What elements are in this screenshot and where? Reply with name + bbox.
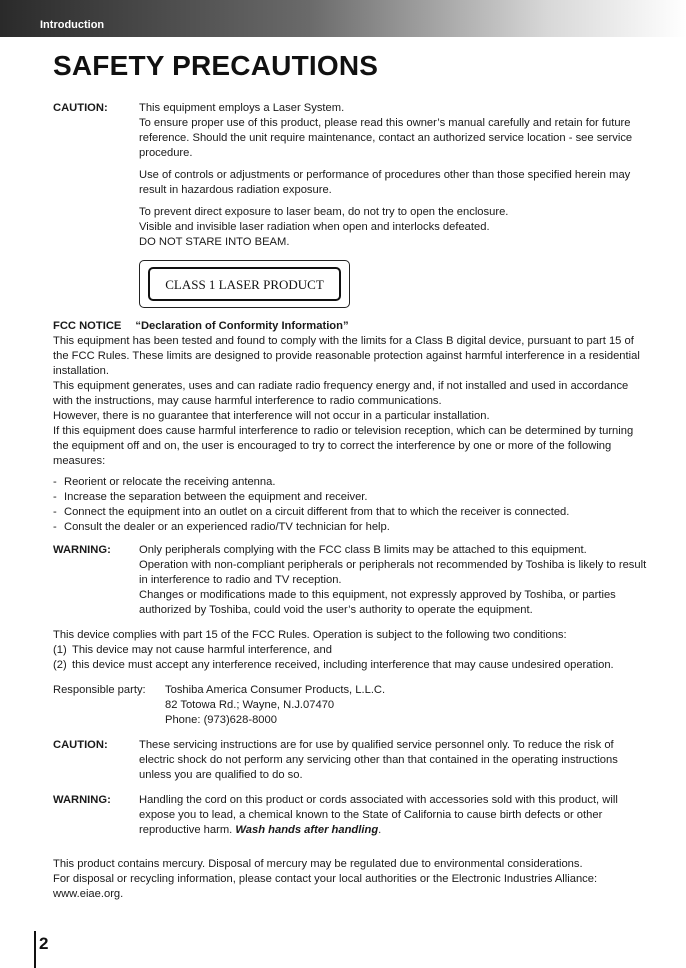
list-item: - Increase the separation between the equipment and receiver. — [53, 490, 649, 505]
caution-line: To prevent direct exposure to laser beam, do not try to open the enclosure. — [139, 206, 509, 218]
fcc-paragraph: However, there is no guarantee that interference will not occur in a particular installation. — [53, 410, 490, 422]
address-line: Toshiba America Consumer Products, L.L.C. — [165, 684, 386, 696]
condition-number: (2) — [53, 659, 67, 671]
list-item: - Reorient or relocate the receiving antenna. — [53, 475, 649, 490]
responsible-party-address — [165, 683, 385, 728]
caution-laser-block — [53, 101, 649, 250]
warning-lead-block — [53, 793, 649, 838]
page-number-rule — [34, 931, 36, 968]
fcc-heading — [53, 319, 649, 334]
condition-number: (1) — [53, 644, 67, 656]
page-title: SAFETY PRECAUTIONS — [53, 50, 379, 81]
caution-text — [139, 101, 649, 250]
list-item — [53, 643, 649, 658]
address-line: 82 Totowa Rd.; Wayne, N.J.07470 — [165, 699, 335, 711]
warning-line: Changes or modifications made to this equipment, not expressly approved by Toshiba, or parties authorized by Toshiba, could void the user’s authority to operate the equipment. — [139, 589, 616, 616]
caution-controls-text: Use of controls or adjustments or performance of procedures other than those specified herein may result in hazardous radiation exposure. — [139, 169, 631, 196]
fcc-paragraph: This equipment generates, uses and can radiate radio frequency energy and, if not installed and used in accordance with the instructions, may cause harmful interference to radio communications. — [53, 380, 629, 407]
warning-lead-body: Handling the cord on this product or cords associated with accessories sold with this product, will expose you to lead, a chemical known to the State of California to cause birth defects or other reproductive harm. — [139, 794, 618, 836]
wash-hands-emphasis: Wash hands after handling — [235, 824, 379, 836]
list-item: - Connect the equipment into an outlet on a circuit different from that to which the receiver is connected. — [53, 505, 649, 520]
caution-servicing-block — [53, 738, 649, 783]
responsible-party-block — [53, 683, 649, 728]
warning-lead-text — [139, 793, 649, 838]
mercury-line: For disposal or recycling information, please contact your local authorities or the Electronic Industries Alliance: www.eiae.org. — [53, 873, 598, 900]
fcc-declaration-title: “Declaration of Conformity Information” — [135, 320, 349, 332]
caution-line: To ensure proper use of this product, please read this owner’s manual carefully and retain for future reference. Should the unit require maintenance, contact an authorized service location - see service procedure. — [139, 117, 633, 159]
caution-label: CAUTION: — [53, 739, 108, 751]
list-item — [53, 658, 649, 673]
fcc-paragraph: If this equipment does cause harmful interference to radio or television reception, which can be determined by turning the equipment off and on, the user is encouraged to try to correct the interference by one or more of the following measures: — [53, 425, 634, 467]
laser-label-outer — [139, 260, 350, 308]
warning-peripherals-block — [53, 543, 649, 618]
mercury-notice — [53, 857, 649, 902]
warning-lead-end: . — [378, 824, 382, 836]
laser-label-box — [139, 260, 649, 308]
caution-line: Visible and invisible laser radiation when open and interlocks defeated. — [139, 221, 490, 233]
section-label: Introduction — [40, 19, 105, 31]
warning-label: WARNING: — [53, 544, 111, 556]
fcc-measures-list — [53, 475, 649, 535]
compliance-intro: This device complies with part 15 of the FCC Rules. Operation is subject to the following two conditions: — [53, 629, 567, 641]
page-number: 2 — [39, 934, 49, 953]
caution-line: This equipment employs a Laser System. — [139, 102, 345, 114]
address-line: Phone: (973)628-8000 — [165, 714, 277, 726]
caution-servicing-text: These servicing instructions are for use by qualified service personnel only. To reduce the risk of electric shock do not perform any servicing other than that contained in the operating instructions unless you are qualified to do so. — [139, 739, 618, 781]
page-content — [53, 101, 649, 902]
header-band — [0, 0, 686, 37]
responsible-party-label: Responsible party: — [53, 684, 146, 696]
fcc-label: FCC NOTICE — [53, 320, 122, 332]
warning-line: Operation with non-compliant peripherals or peripherals not recommended by Toshiba is likely to result in interference to radio and TV reception. — [139, 559, 647, 586]
condition-text: this device must accept any interference received, including interference that may cause undesired operation. — [72, 659, 614, 671]
warning-text — [139, 543, 649, 618]
warning-label: WARNING: — [53, 794, 111, 806]
list-item: - Consult the dealer or an experienced radio/TV technician for help. — [53, 520, 649, 535]
laser-label-text: CLASS 1 LASER PRODUCT — [148, 267, 341, 301]
condition-text: This device may not cause harmful interference, and — [72, 644, 332, 656]
fcc-paragraph: This equipment has been tested and found to comply with the limits for a Class B digital device, pursuant to part 15 of the FCC Rules. These limits are designed to provide reasonable protection against harmful interference in a residential installation. — [53, 335, 640, 377]
caution-label: CAUTION: — [53, 102, 108, 114]
caution-line: DO NOT STARE INTO BEAM. — [139, 236, 290, 248]
mercury-line: This product contains mercury. Disposal of mercury may be regulated due to environmental considerations. — [53, 858, 583, 870]
warning-line: Only peripherals complying with the FCC class B limits may be attached to this equipment. — [139, 544, 587, 556]
compliance-conditions — [53, 643, 649, 673]
